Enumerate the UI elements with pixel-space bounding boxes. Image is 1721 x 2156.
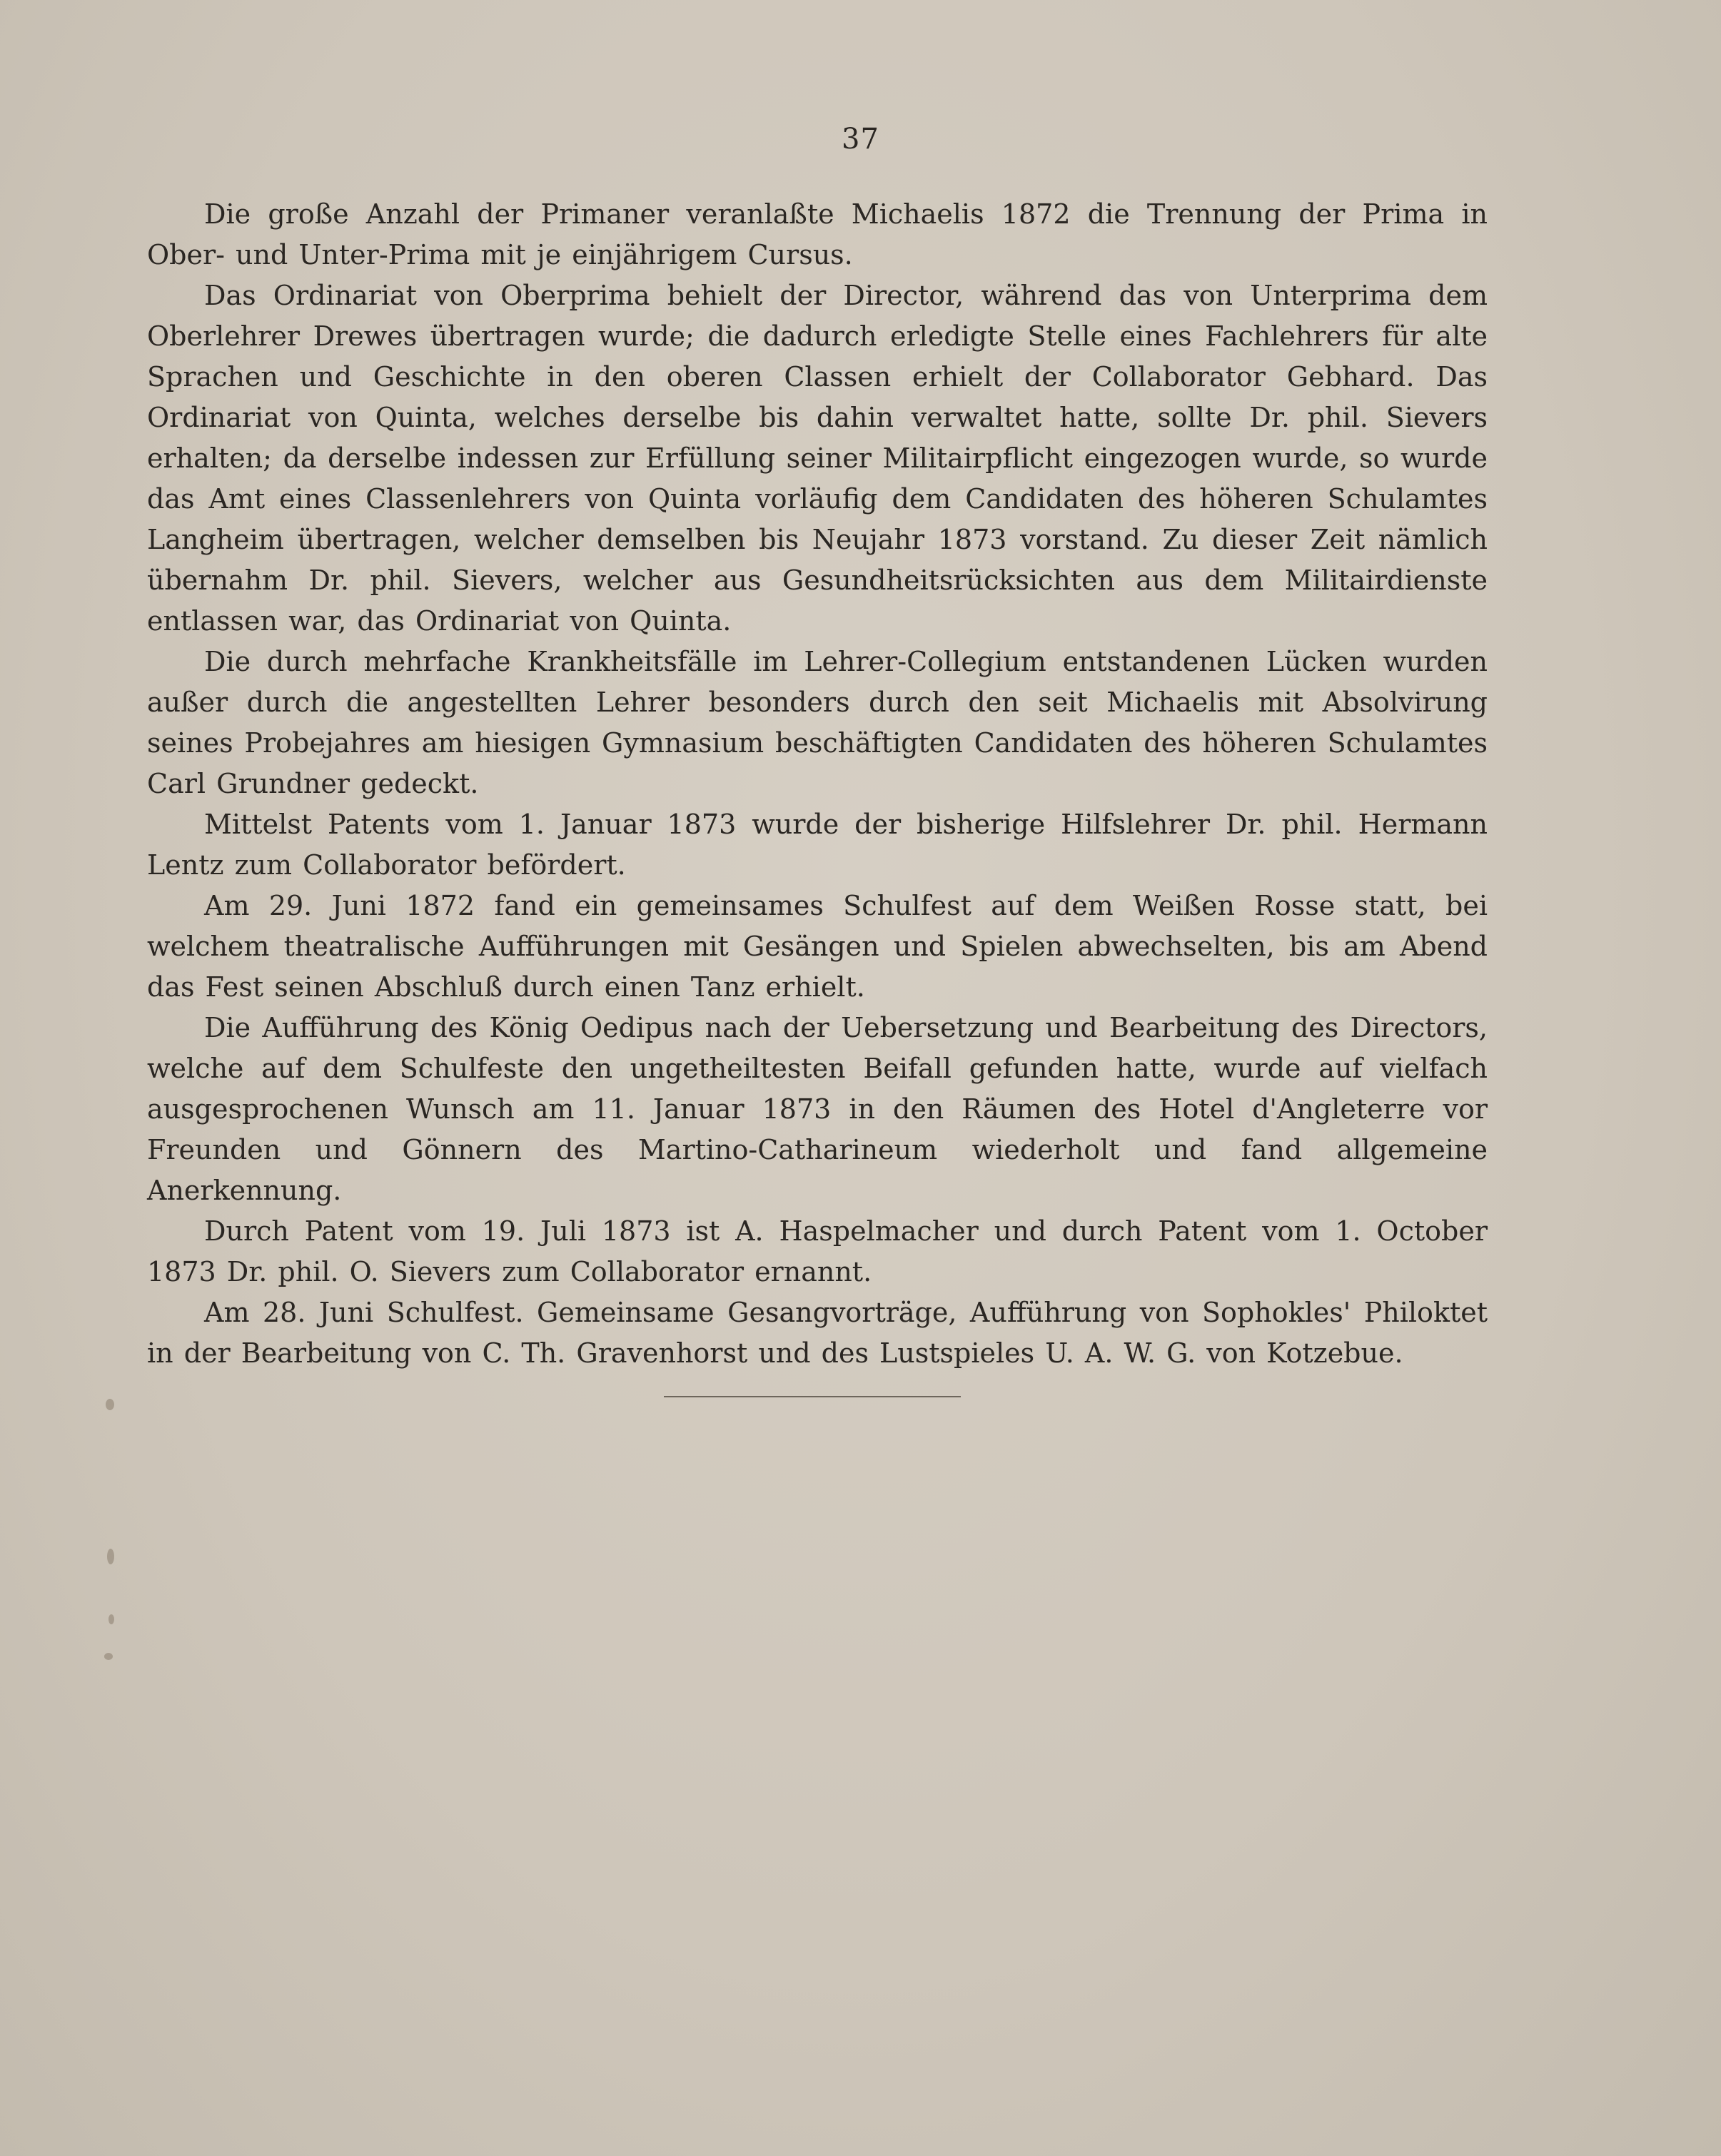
paragraph-oedipus-performance: Die Aufführung des König Oedipus nach der Uebersetzung und Bearbeitung des Directors, welche auf dem Schulfeste den ungetheiltesten Beifall gefunden hatte, wurde auf vielfach ausgesprochenen Wunsch am 11. Januar 1873 in den Räumen des Hotel d'Angleterre vor Freunden und Gönnern des Martino-Catharineum wiederholt und fand allgemeine Anerkennung. <box>147 1012 1488 1206</box>
paper-stain <box>108 1614 114 1624</box>
paper-stain <box>107 1549 114 1564</box>
paragraph-prima-division: Die große Anzahl der Primaner veranlaßte Michaelis 1872 die Trennung der Prima in Ober- und Unter-Prima mit je einjährigem Cursus. <box>147 198 1488 270</box>
body-text <box>147 194 1488 1374</box>
paragraph-collaborator-appointments: Durch Patent vom 19. Juli 1873 ist A. Haspelmacher und durch Patent vom 1. October 1873 Dr. phil. O. Sievers zum Collaborator ernannt. <box>147 1215 1488 1287</box>
page-number: 37 <box>842 123 879 156</box>
paper-stain <box>104 1653 113 1660</box>
paragraph-school-festival-1872: Am 29. Juni 1872 fand ein gemeinsames Schulfest auf dem Weißen Rosse statt, bei welchem theatralische Aufführungen mit Gesängen und Spielen abwechselten, bis am Abend das Fest seinen Abschluß durch einen Tanz erhielt. <box>147 890 1488 1003</box>
paragraph-lentz-promotion: Mittelst Patents vom 1. Januar 1873 wurde der bisherige Hilfslehrer Dr. phil. Hermann Lentz zum Collaborator befördert. <box>147 809 1488 881</box>
paragraph-ordinariat: Das Ordinariat von Oberprima behielt der Director, während das von Unterprima dem Oberlehrer Drewes übertragen wurde; die dadurch erledigte Stelle eines Fachlehrers für alte Sprachen und Geschichte in den oberen Classen erhielt der Collaborator Gebhard. Das Ordinariat von Quinta, welches derselbe bis dahin verwaltet hatte, sollte Dr. phil. Sievers erhalten; da derselbe indessen zur Erfüllung seiner Militairpflicht eingezogen wurde, so wurde das Amt eines Classenlehrers von Quinta vorläufig dem Candidaten des höheren Schulamtes Langheim übertragen, welcher demselben bis Neujahr 1873 vorstand. Zu dieser Zeit nämlich übernahm Dr. phil. Sievers, welcher aus Gesundheitsrücksichten aus dem Militairdienste entlassen war, das Ordinariat von Quinta. <box>147 280 1488 637</box>
section-divider-rule <box>664 1396 961 1397</box>
paper-stain <box>106 1399 114 1410</box>
paragraph-school-festival-1873: Am 28. Juni Schulfest. Gemeinsame Gesangvorträge, Aufführung von Sophokles' Philoktet in der Bearbeitung von C. Th. Gravenhorst und des Lustspieles U. A. W. G. von Kotzebue. <box>147 1297 1488 1369</box>
paragraph-illness-substitutes: Die durch mehrfache Krankheitsfälle im Lehrer-Collegium entstandenen Lücken wurden außer durch die angestellten Lehrer besonders durch den seit Michaelis mit Absolvirung seines Probejahres am hiesigen Gymnasium beschäftigten Candidaten des höheren Schulamtes Carl Grundner gedeckt. <box>147 646 1488 799</box>
